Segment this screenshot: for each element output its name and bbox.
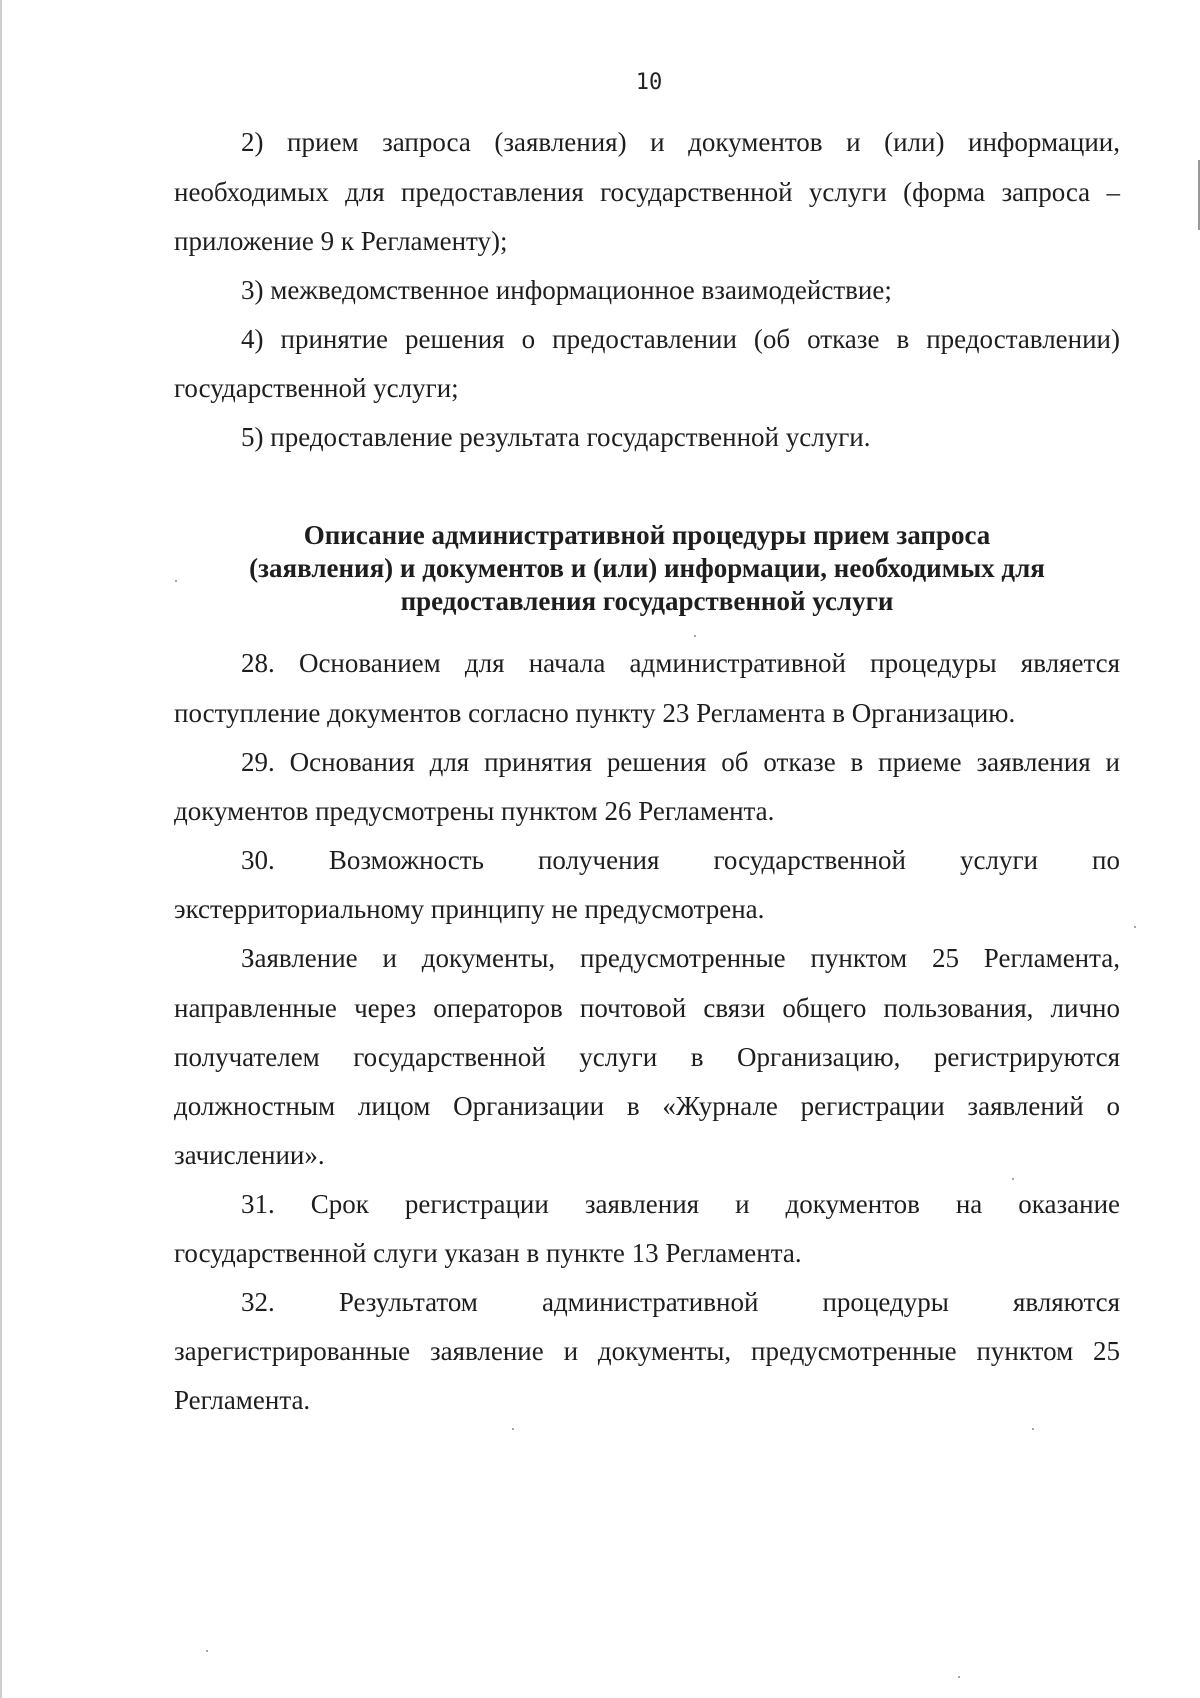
paragraph-registration-line-4: должностным лицом Организации в «Журнале регистрации заявлений о: [174, 1091, 1120, 1121]
paragraph-30-line-1: 30. Возможность получения государственной услуги по: [241, 845, 1120, 875]
list-item-4-line-1: 4) принятие решения о предоставлении (об отказе в предоставлении): [241, 324, 1120, 354]
section-heading-line-3: предоставления государственной услуги: [400, 586, 894, 616]
paragraph-29-line-2: документов предусмотрены пунктом 26 Регламента.: [174, 796, 775, 826]
scan-speck: [512, 1428, 514, 1430]
paragraph-registration-line-5: зачислении».: [174, 1140, 325, 1170]
scan-edge-left: [0, 0, 2, 1698]
paragraph-registration-line-2: направленные через операторов почтовой связи общего пользования, лично: [174, 993, 1120, 1023]
list-item-2-line-1: 2) прием запроса (заявления) и документов и (или) информации,: [241, 127, 1120, 157]
paragraph-32-line-1: 32. Результатом административной процедуры являются: [241, 1287, 1120, 1317]
scan-speck: [175, 580, 177, 582]
page-number: 10: [635, 70, 663, 95]
scan-speck: [1032, 1428, 1034, 1430]
scan-speck: [1012, 1178, 1014, 1180]
paragraph-31-line-1: 31. Срок регистрации заявления и документов на оказание: [241, 1189, 1120, 1219]
section-heading-line-2: (заявления) и документов и (или) информации, необходимых для: [249, 553, 1045, 583]
list-item-2-line-3: приложение 9 к Регламенту);: [174, 226, 508, 256]
paragraph-32-line-3: Регламента.: [174, 1385, 311, 1415]
scan-speck: [206, 1650, 208, 1652]
paragraph-registration-line-3: получателем государственной услуги в Организацию, регистрируются: [174, 1042, 1120, 1072]
paragraph-registration-line-1: Заявление и документы, предусмотренные пунктом 25 Регламента,: [241, 943, 1120, 973]
list-item-2-line-2: необходимых для предоставления государственной услуги (форма запроса –: [174, 177, 1120, 207]
paragraph-31-line-2: государственной слуги указан в пункте 13 Регламента.: [174, 1238, 802, 1268]
list-item-3: 3) межведомственное информационное взаимодействие;: [241, 275, 892, 305]
scan-speck: [694, 635, 696, 637]
paragraph-28-line-1: 28. Основанием для начала административной процедуры является: [241, 648, 1120, 678]
paragraph-28-line-2: поступление документов согласно пункту 23 Регламента в Организацию.: [174, 698, 1016, 728]
paragraph-30-line-2: экстерриториальному принципу не предусмотрена.: [174, 894, 765, 924]
list-item-4-line-2: государственной услуги;: [174, 373, 459, 403]
scan-speck: [958, 1676, 960, 1678]
list-item-5: 5) предоставление результата государственной услуги.: [241, 422, 871, 452]
paragraph-32-line-2: зарегистрированные заявление и документы, предусмотренные пунктом 25: [174, 1336, 1120, 1366]
section-heading-line-1: Описание административной процедуры прием запроса: [303, 520, 991, 550]
scan-speck: [1134, 926, 1136, 928]
paragraph-29-line-1: 29. Основания для принятия решения об отказе в приеме заявления и: [241, 747, 1120, 777]
